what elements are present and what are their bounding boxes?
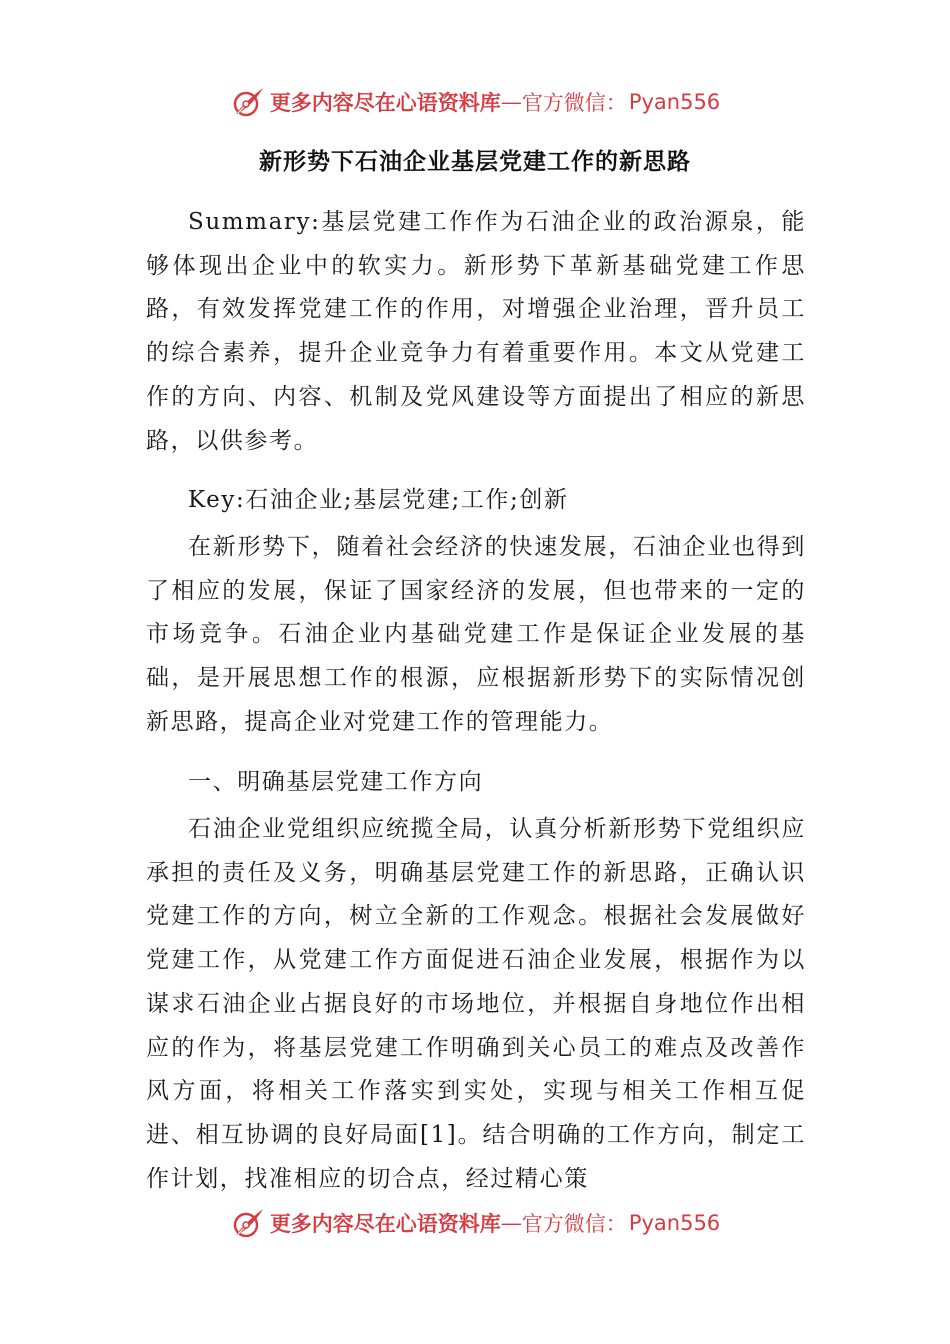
watermark-wechat-id: Pyan556 xyxy=(628,1211,721,1235)
watermark-content xyxy=(230,84,720,120)
section-heading: 一、明确基层党建工作方向 xyxy=(188,769,484,795)
watermark-main-text: 更多内容尽在心语资料库 xyxy=(269,90,501,115)
watermark-wechat-id: Pyan556 xyxy=(628,90,721,114)
watermark-separator: — xyxy=(500,1211,522,1235)
watermark-content xyxy=(230,1205,720,1237)
watermark-footer xyxy=(0,1203,950,1237)
summary-paragraph: Summary:基层党建工作作为石油企业的政治源泉，能够体现出企业中的软实力。新形势下革新基础党建工作思路，有效发挥党建工作的作用，对增强企业治理，晋升员工的综合素养，提升企业竞争力有着重要作用。本文从党建工作的方向、内容、机制及党风建设等方面提出了相应的新思路，以供参考。 xyxy=(146,209,806,454)
section-body-paragraph: 石油企业党组织应统揽全局，认真分析新形势下党组织应承担的责任及义务，明确基层党建工作的新思路，正确认识党建工作的方向，树立全新的工作观念。根据社会发展做好党建工作，从党建工作方面促进石油企业发展，根据作为以谋求石油企业占据良好的市场地位，并根据自身地位作出相应的作为，将基层党建工作明确到关心员工的难点及改善作风方面，将相关工作落实到实处，实现与相关工作相互促进、相互协调的良好局面[1]。结合明确的工作方向，制定工作计划，找准相应的切合点，经过精心策 xyxy=(146,816,806,1192)
watermark-official-text: 官方微信： xyxy=(521,91,627,115)
watermark-separator: — xyxy=(500,90,522,114)
quill-pen-logo-icon xyxy=(230,1205,266,1237)
watermark-official-text: 官方微信： xyxy=(521,1212,627,1236)
intro-paragraph: 在新形势下，随着社会经济的快速发展，石油企业也得到了相应的发展，保证了国家经济的发展，但也带来的一定的市场竞争。石油企业内基础党建工作是保证企业发展的基础，是开展思想工作的根源，应根据新形势下的实际情况创新思路，提高企业对党建工作的管理能力。 xyxy=(146,534,806,735)
watermark-main-text: 更多内容尽在心语资料库 xyxy=(269,1211,501,1236)
document-title: 新形势下石油企业基层党建工作的新思路 xyxy=(259,149,691,175)
watermark-header xyxy=(0,82,950,122)
keywords-line: Key:石油企业;基层党建;工作;创新 xyxy=(188,487,569,513)
quill-pen-logo-icon xyxy=(230,84,266,120)
